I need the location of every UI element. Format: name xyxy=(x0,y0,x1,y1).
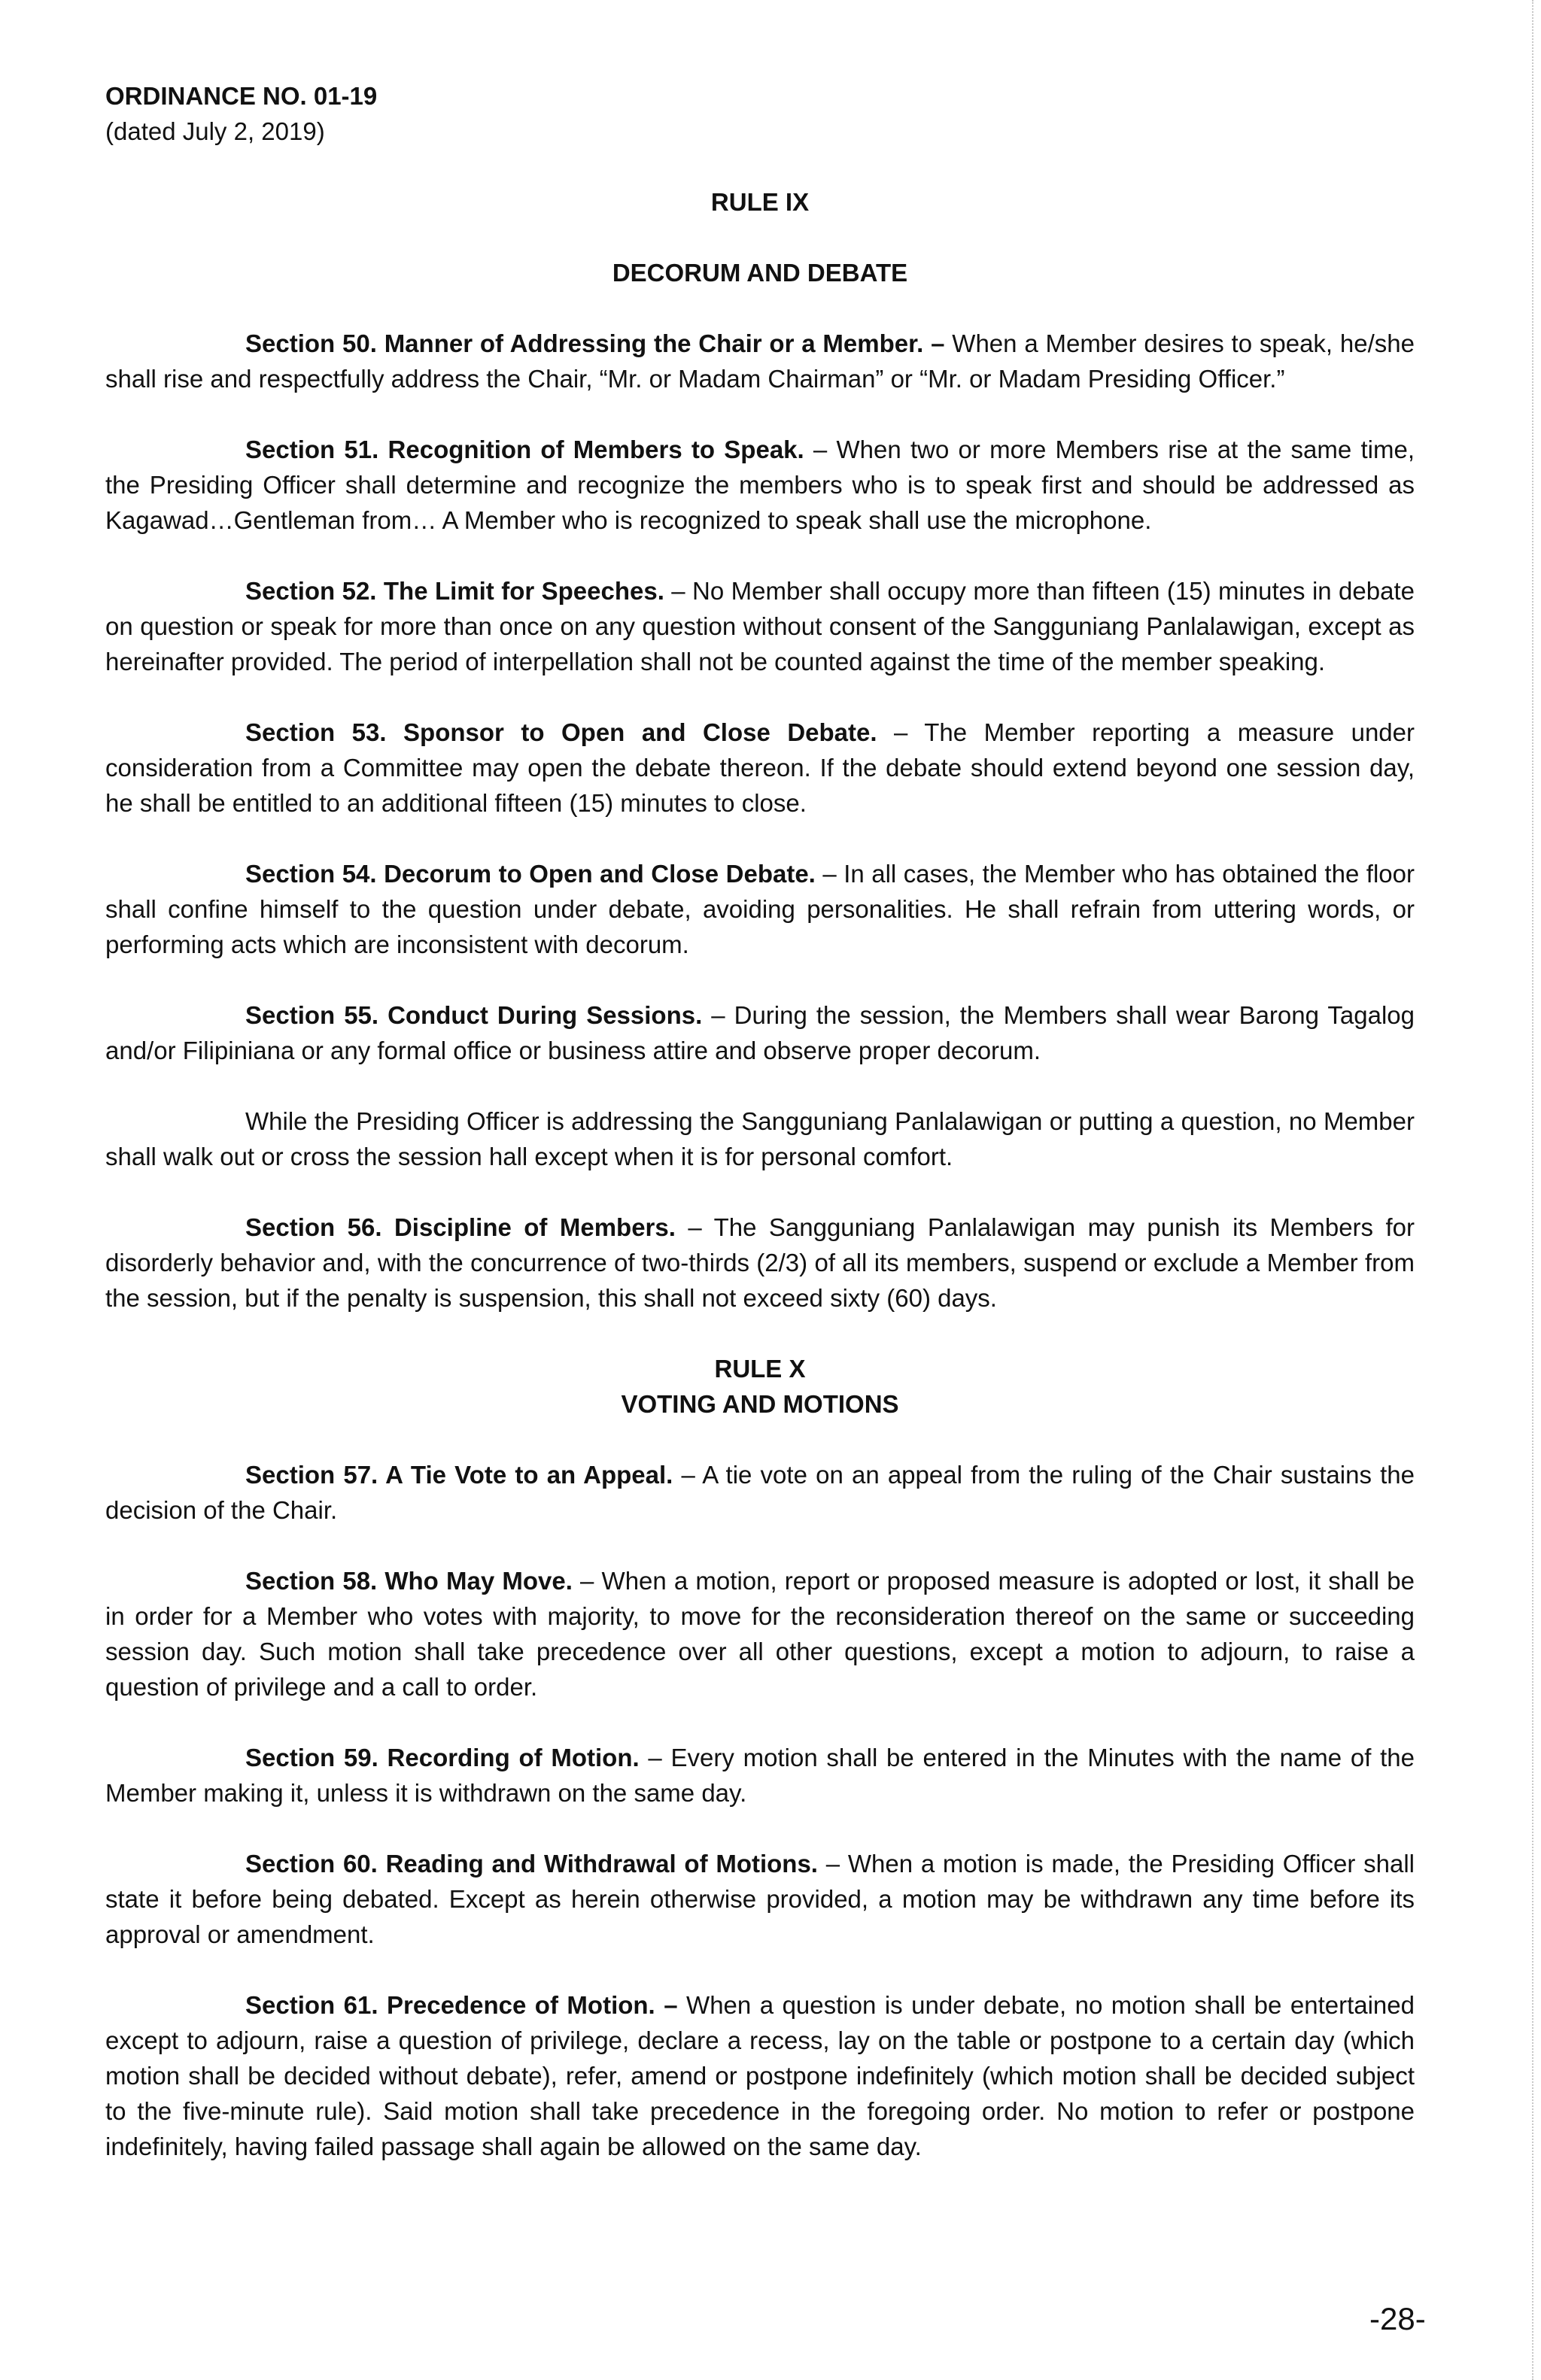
rule-x-heading: RULE X xyxy=(714,1355,806,1383)
section-53 xyxy=(105,715,1415,821)
section-text: While the Presiding Officer is addressing the Sangguniang Panlalawigan or putting a question, no Member shall walk out or cross the session hall except when it is for personal comfort. xyxy=(105,1107,1415,1170)
section-text: – When a motion is made, the Presiding Officer shall state it before being debated. Except as herein otherwise provided, a motion may be withdrawn any time before its approval or amendment. xyxy=(105,1850,1415,1948)
section-51 xyxy=(105,432,1415,538)
ordinance-title: ORDINANCE NO. 01-19 xyxy=(105,82,378,110)
section-text: When a question is under debate, no motion shall be entertained except to adjourn, raise a question of privilege, declare a recess, lay on the table or postpone to a certain day (which motion shall be decided without debate), refer, amend or postpone indefinitely (which motion shall be decided subject to the five-minute rule). Said motion shall take precedence in the foregoing order. No motion to refer or postpone indefinitely, having failed passage shall again be allowed on the same day. xyxy=(105,1991,1415,2160)
rule-ix-heading: RULE IX xyxy=(710,188,810,216)
section-56 xyxy=(105,1210,1415,1316)
section-text: – In all cases, the Member who has obtained the floor shall confine himself to the question under debate, avoiding personalities. He shall refrain from uttering words, or performing acts which are inconsistent with decorum. xyxy=(105,860,1415,958)
section-61 xyxy=(105,1987,1415,2164)
section-heading: Section 50. Manner of Addressing the Chair or a Member. – xyxy=(245,329,945,357)
section-heading: Section 61. Precedence of Motion. – xyxy=(245,1991,678,2019)
section-50 xyxy=(105,326,1415,396)
section-heading: Section 58. Who May Move. xyxy=(245,1567,573,1595)
document-body xyxy=(105,78,1415,2199)
section-54 xyxy=(105,856,1415,962)
section-55 xyxy=(105,997,1415,1068)
section-52 xyxy=(105,573,1415,679)
section-heading: Section 60. Reading and Withdrawal of Motions. xyxy=(245,1850,818,1878)
section-heading: Section 53. Sponsor to Open and Close Debate. xyxy=(245,718,877,746)
section-heading: Section 52. The Limit for Speeches. xyxy=(245,577,664,605)
rule-ix-title: DECORUM AND DEBATE xyxy=(612,259,908,287)
section-text: – No Member shall occupy more than fifteen (15) minutes in debate on question or speak for more than once on any question without consent of the Sangguniang Panlalawigan, except as hereinafter provided. The period of interpellation shall not be counted against the time of the member speaking. xyxy=(105,577,1415,675)
section-heading: Section 54. Decorum to Open and Close Debate. xyxy=(245,860,816,888)
section-heading: Section 51. Recognition of Members to Speak. xyxy=(245,436,804,463)
section-text: – The Sangguniang Panlalawigan may punish its Members for disorderly behavior and, with the concurrence of two-thirds (2/3) of all its members, suspend or exclude a Member from the session, but if the penalty is suspension, this shall not exceed sixty (60) days. xyxy=(105,1213,1415,1312)
section-text: – The Member reporting a measure under consideration from a Committee may open the debate thereon. If the debate should extend beyond one session day, he shall be entitled to an additional fifteen (15) minutes to close. xyxy=(105,718,1415,817)
section-heading: Section 55. Conduct During Sessions. xyxy=(245,1001,703,1029)
page-edge-divider xyxy=(1532,0,1533,2380)
section-text: – When two or more Members rise at the same time, the Presiding Officer shall determine and recognize the members who is to speak first and should be addressed as Kagawad…Gentleman from… A Member who is recognized to speak shall use the microphone. xyxy=(105,436,1415,534)
section-text: When a Member desires to speak, he/she shall rise and respectfully address the Chair, “Mr. or Madam Chairman” or “Mr. or Madam Presiding Officer.” xyxy=(105,329,1415,393)
section-text: – A tie vote on an appeal from the ruling of the Chair sustains the decision of the Chair. xyxy=(105,1461,1415,1524)
section-text: – During the session, the Members shall wear Barong Tagalog and/or Filipiniana or any formal office or business attire and observe proper decorum. xyxy=(105,1001,1415,1064)
section-heading: Section 59. Recording of Motion. xyxy=(245,1744,640,1771)
section-text: – Every motion shall be entered in the Minutes with the name of the Member making it, unless it is withdrawn on the same day. xyxy=(105,1744,1415,1807)
section-text: – When a motion, report or proposed measure is adopted or lost, it shall be in order for a Member who votes with majority, to move for the reconsideration thereof on the same or succeeding session day. Such motion shall take precedence over all other questions, except a motion to adjourn, to raise a question of privilege and a call to order. xyxy=(105,1567,1415,1701)
section-57 xyxy=(105,1457,1415,1528)
section-heading: Section 57. A Tie Vote to an Appeal. xyxy=(245,1461,673,1489)
page-number: -28- xyxy=(1369,2301,1426,2336)
section-60 xyxy=(105,1846,1415,1952)
section-55-continuation xyxy=(105,1103,1415,1174)
rule-x-title: VOTING AND MOTIONS xyxy=(621,1390,899,1418)
section-59 xyxy=(105,1740,1415,1811)
section-58 xyxy=(105,1563,1415,1705)
ordinance-date: (dated July 2, 2019) xyxy=(105,117,325,145)
section-heading: Section 56. Discipline of Members. xyxy=(245,1213,676,1241)
